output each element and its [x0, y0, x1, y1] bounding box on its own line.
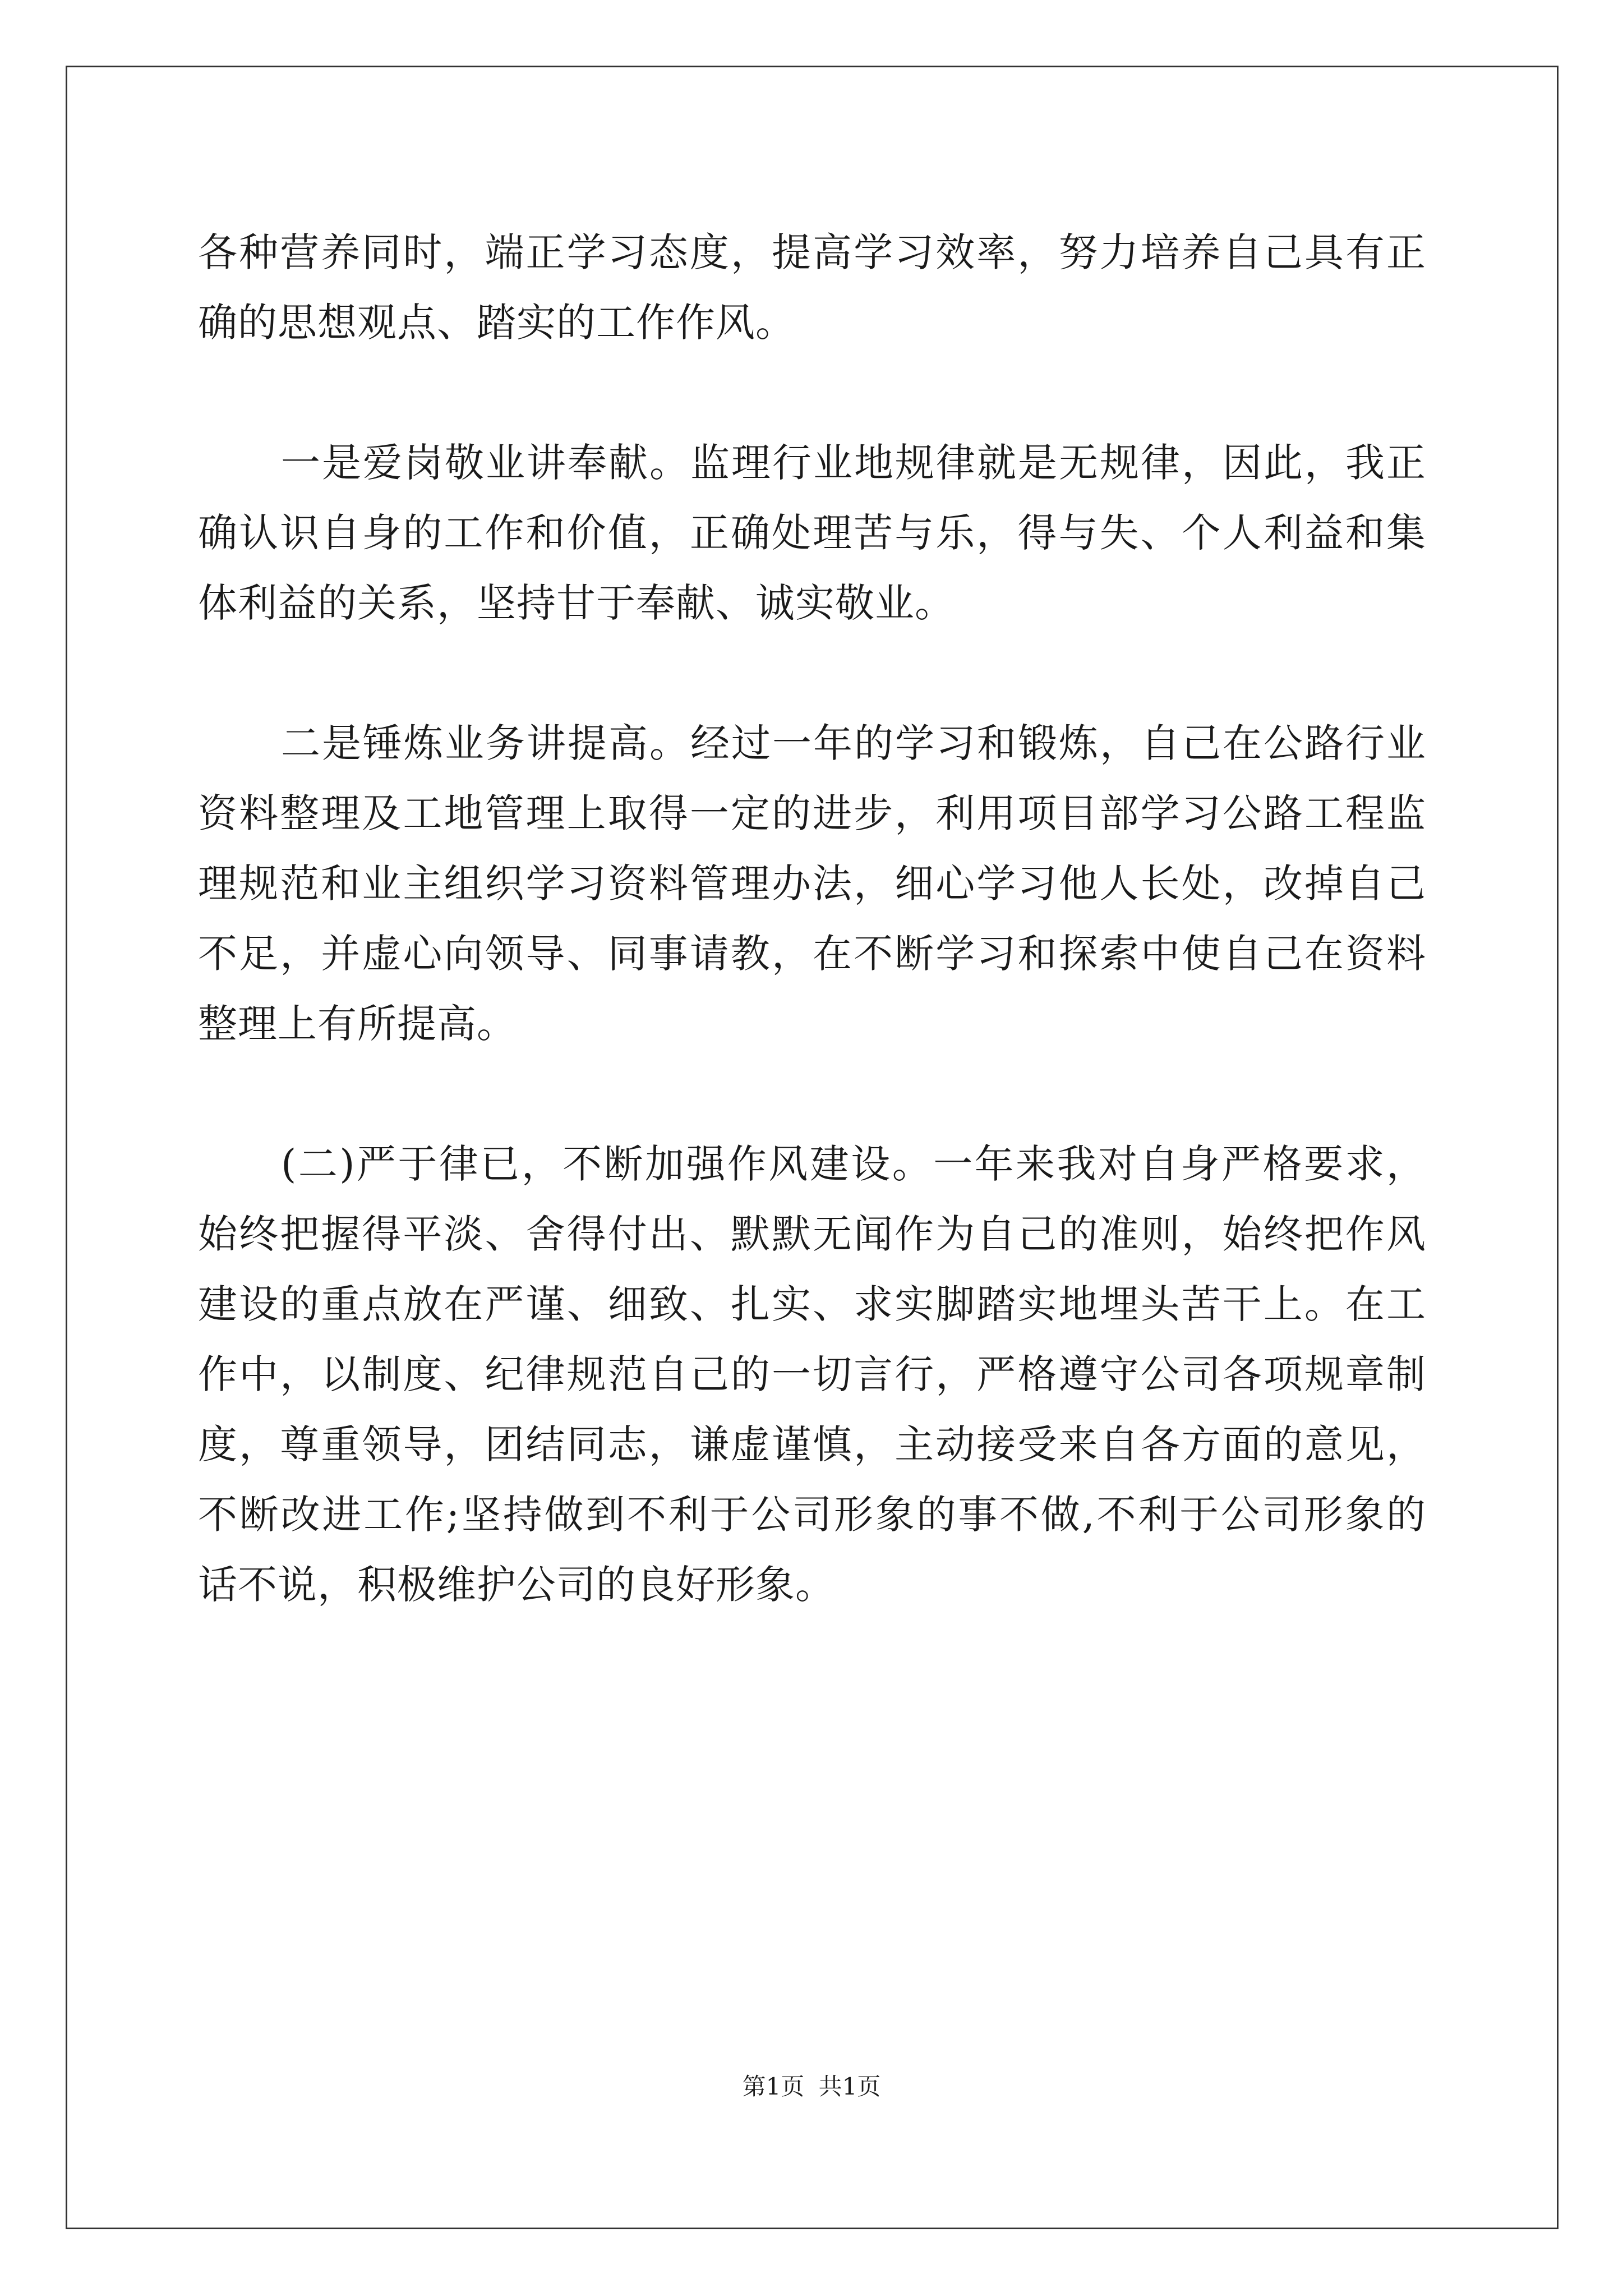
- text-line: 作中，以制度、纪律规范自己的一切言行，严格遵守公司各项规章制: [198, 1351, 1426, 1397]
- text-line: 不断改进工作;坚持做到不利于公司形象的事不做,不利于公司形象的: [198, 1492, 1426, 1538]
- text-line: 不足，并虚心向领导、同事请教，在不断学习和探索中使自己在资料: [198, 931, 1426, 977]
- page-number: 第1页: [742, 2073, 805, 2100]
- text-line: 资料整理及工地管理上取得一定的进步，利用项目部学习公路工程监: [198, 790, 1426, 836]
- text-line: 话不说，积极维护公司的良好形象。: [198, 1562, 835, 1608]
- text-line: 始终把握得平淡、舍得付出、默默无闻作为自己的准则，始终把作风: [198, 1211, 1426, 1257]
- text-line: 体利益的关系，坚持甘于奉献、诚实敬业。: [198, 580, 955, 626]
- page-total: 共1页: [818, 2073, 881, 2100]
- text-line: 一是爱岗敬业讲奉献。监理行业地规律就是无规律，因此，我正: [281, 440, 1426, 486]
- paragraph-3: [198, 708, 1426, 1059]
- text-line: 建设的重点放在严谨、细致、扎实、求实脚踏实地埋头苦干上。在工: [198, 1281, 1426, 1327]
- text-line: 度，尊重领导，团结同志，谦虚谨慎，主动接受来自各方面的意见，: [198, 1421, 1426, 1467]
- paragraph-4: [198, 1129, 1426, 1620]
- paragraph-2: [198, 428, 1426, 638]
- document-body: [198, 218, 1426, 1620]
- text-line: 各种营养同时，端正学习态度，提高学习效率，努力培养自己具有正: [198, 229, 1426, 275]
- text-line: 确认识自身的工作和价值，正确处理苦与乐，得与失、个人利益和集: [198, 510, 1426, 556]
- text-line: 理规范和业主组织学习资料管理办法，细心学习他人长处，改掉自己: [198, 861, 1426, 907]
- paragraph-1: [198, 218, 1426, 358]
- page-footer: [0, 2070, 1623, 2104]
- text-line: 整理上有所提高。: [198, 1001, 517, 1047]
- text-line: 确的思想观点、踏实的工作作风。: [198, 300, 795, 346]
- text-line: (二)严于律已，不断加强作风建设。一年来我对自身严格要求，: [281, 1141, 1426, 1187]
- text-line: 二是锤炼业务讲提高。经过一年的学习和锻炼，自己在公路行业: [281, 720, 1426, 766]
